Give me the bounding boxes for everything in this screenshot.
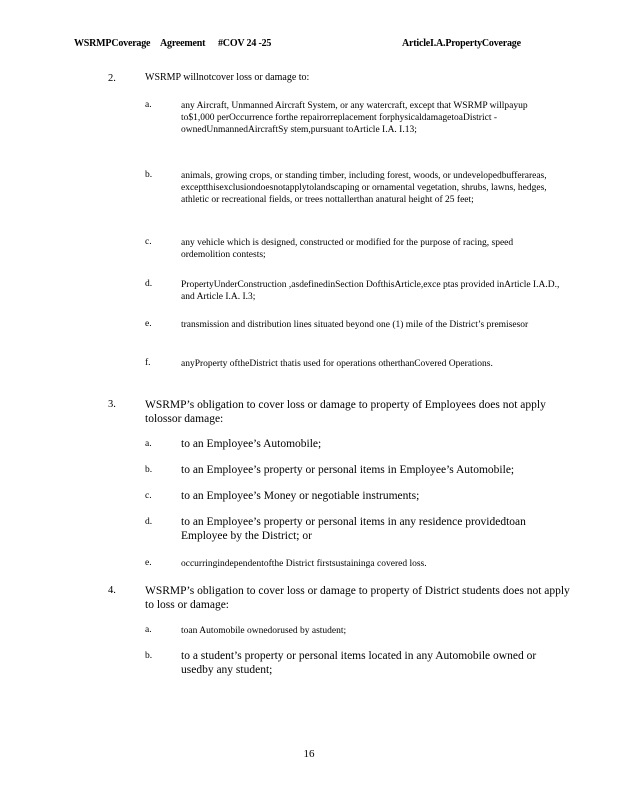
header-article: ArticleI.A.PropertyCoverage (402, 38, 521, 49)
item-letter: f. (145, 358, 151, 368)
item-letter: e. (145, 319, 152, 329)
item-text: to a student’s property or personal items located in any Automobile owned or usedby any student; (181, 650, 537, 676)
item-letter: a. (145, 100, 152, 110)
item-letter: c. (145, 237, 152, 247)
item-text: anyProperty oftheDistrict thatis used for operations otherthanCovered Operations. (181, 359, 493, 369)
section-number: 3. (108, 399, 116, 410)
header-number: #COV 24 -25 (218, 38, 272, 49)
item-text: PropertyUnderConstruction ,asdefinedinSection DofthisArticle,exce ptas provided inArticle I.A.D., and Article I.A. I.3; (181, 280, 560, 302)
item-letter: d. (145, 517, 153, 527)
item-text: to an Employee’s Money or negotiable instruments; (181, 490, 420, 502)
section-number: 4. (108, 585, 116, 596)
item-text: to an Employee’s Automobile; (181, 438, 322, 450)
item-text: toan Automobile ownedorused by astudent; (181, 626, 347, 636)
page-number: 16 (303, 748, 315, 760)
item-text: to an Employee’s property or personal items in any residence providedtoan Employee by the District; or (181, 516, 526, 542)
item-text: occurringindependentofthe District firstsustaininga covered loss. (181, 559, 427, 569)
section-number: 2. (108, 73, 116, 84)
section-text: WSRMP’s obligation to cover loss or damage to property of District students does not apply to loss or damage: (145, 585, 570, 611)
item-text: animals, growing crops, or standing timber, including forest, woods, or undevelopedbufferareas, exceptthisexclusiondoesnotapplytolandscaping or ornamental vegetation, shrubs, lawns, hedges, athletic or recreational fields, or trees nottallerthan anatural height of 25 feet; (181, 171, 547, 205)
header-agreement: Agreement (160, 38, 206, 49)
item-letter: a. (145, 625, 152, 635)
section-text: WSRMP willnotcover loss or damage to: (145, 72, 310, 83)
item-letter: b. (145, 465, 153, 475)
section-text: WSRMP’s obligation to cover loss or damage to property of Employees does not apply tolossor damage: (145, 399, 546, 425)
item-letter: c. (145, 491, 152, 501)
item-text: transmission and distribution lines situated beyond one (1) mile of the District’s premisesor (181, 320, 529, 330)
item-letter: b. (145, 651, 153, 661)
item-text: any Aircraft, Unmanned Aircraft System, or any watercraft, except that WSRMP willpayup to$1,000 perOccurrence forthe repairorreplacement forphysicaldamagetoaDistrict -ownedUnmannedAircraftSy stem,pursuant toArticle I.A. I.13; (181, 101, 528, 135)
item-text: to an Employee’s property or personal items in Employee’s Automobile; (181, 464, 515, 476)
item-letter: b. (145, 170, 153, 180)
item-letter: e. (145, 558, 152, 568)
header-title: WSRMPCoverage (74, 38, 151, 49)
item-letter: a. (145, 439, 152, 449)
item-text: any vehicle which is designed, constructed or modified for the purpose of racing, speed ordemolition contests; (181, 238, 514, 260)
item-letter: d. (145, 279, 153, 289)
page-header (74, 38, 544, 52)
